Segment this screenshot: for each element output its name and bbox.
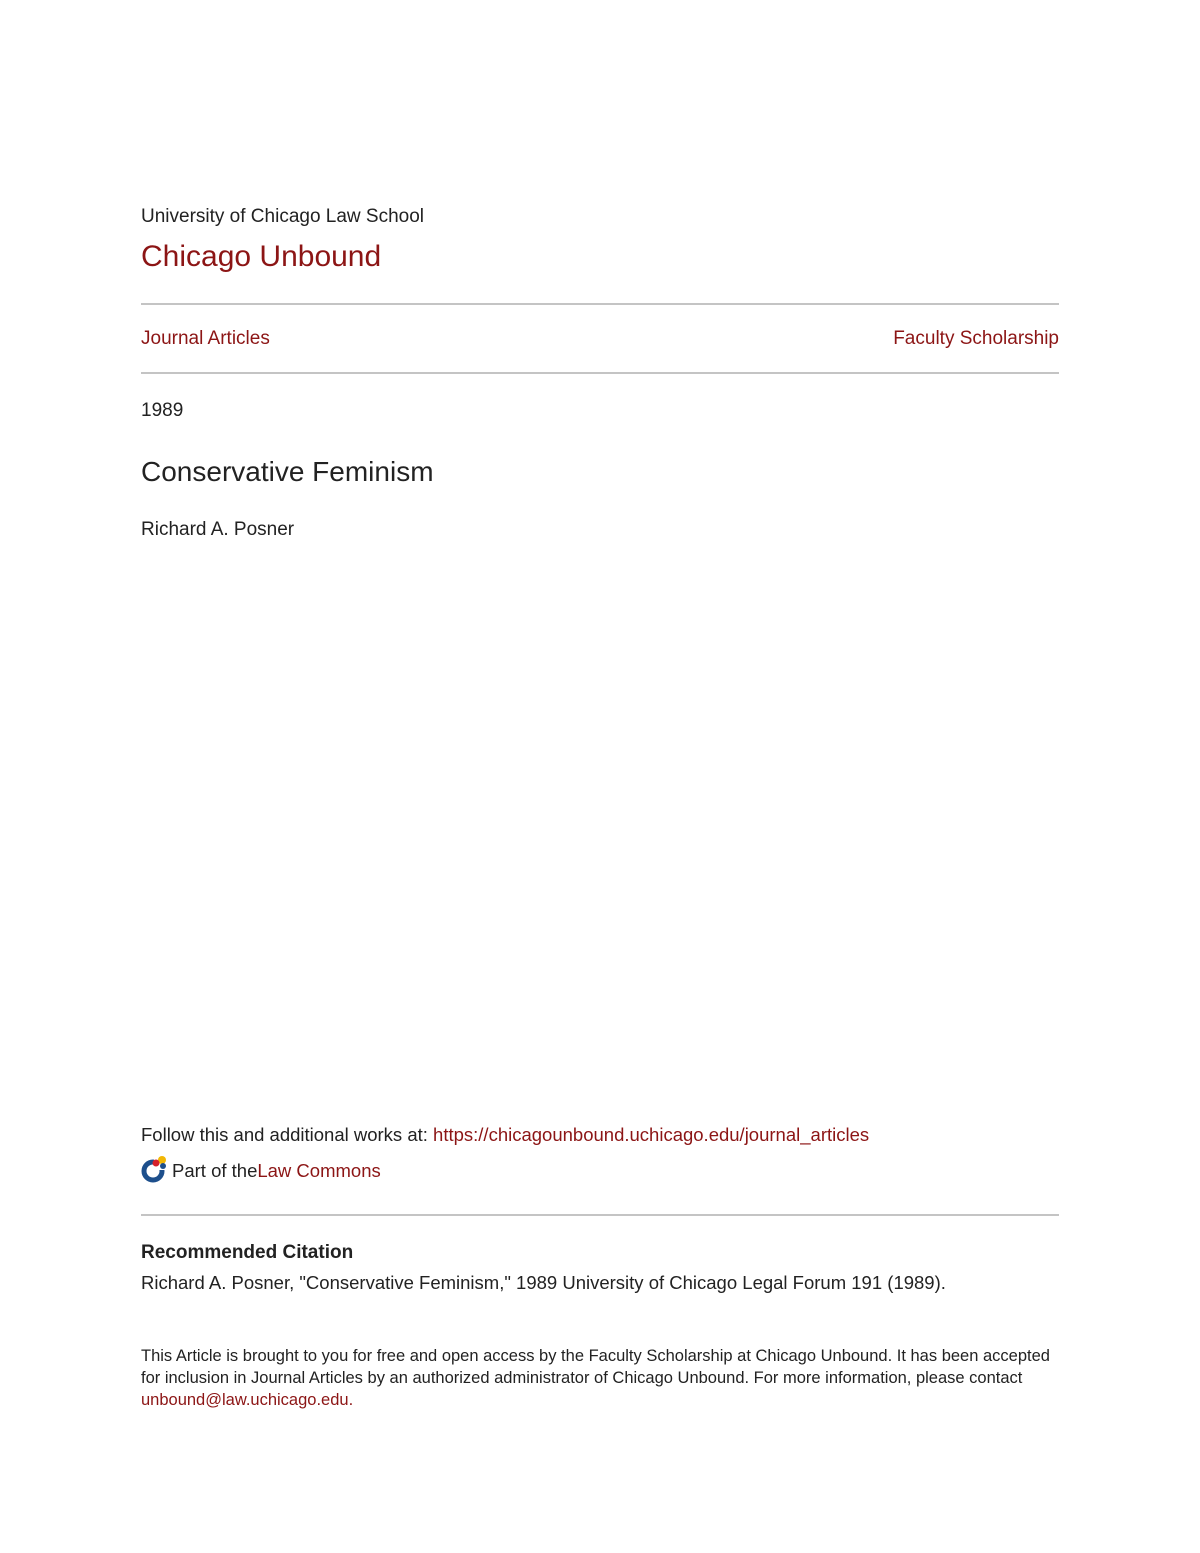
divider-middle [141,372,1059,374]
citation-text: Richard A. Posner, "Conservative Feminism," 1989 University of Chicago Legal Forum 191 (1989). [141,1272,946,1293]
faculty-scholarship-link[interactable]: Faculty Scholarship [893,328,1059,349]
divider-top [141,303,1059,305]
law-commons-link[interactable]: Law Commons [257,1160,381,1181]
citation-heading: Recommended Citation [141,1242,354,1263]
institution-name: University of Chicago Law School [141,206,425,227]
follow-line [141,1124,869,1146]
notice-text: This Article is brought to you for free and open access by the Faculty Scholarship at Chicago Unbound. It has been accepted for inclusion in Journal Articles by an authorized administrator of Chicago Unbound. For more information, please contact [141,1347,1050,1387]
journal-articles-link[interactable]: Journal Articles [141,328,270,349]
follow-prefix: Follow this and additional works at: [141,1124,434,1145]
article-author: Richard A. Posner [141,519,295,540]
part-of-line [141,1156,381,1186]
article-title: Conservative Feminism [141,456,434,487]
notice-suffix: . [348,1391,354,1409]
part-of-prefix: Part of the [172,1160,258,1181]
journal-articles-url-link[interactable]: https://chicagounbound.uchicago.edu/journal_articles [433,1124,870,1145]
access-notice [141,1345,1059,1411]
digital-commons-icon [141,1154,169,1184]
repository-title[interactable]: Chicago Unbound [141,240,382,273]
contact-email-link[interactable]: unbound@law.uchicago.edu [141,1391,349,1409]
divider-bottom [141,1214,1059,1216]
publication-year: 1989 [141,400,184,421]
